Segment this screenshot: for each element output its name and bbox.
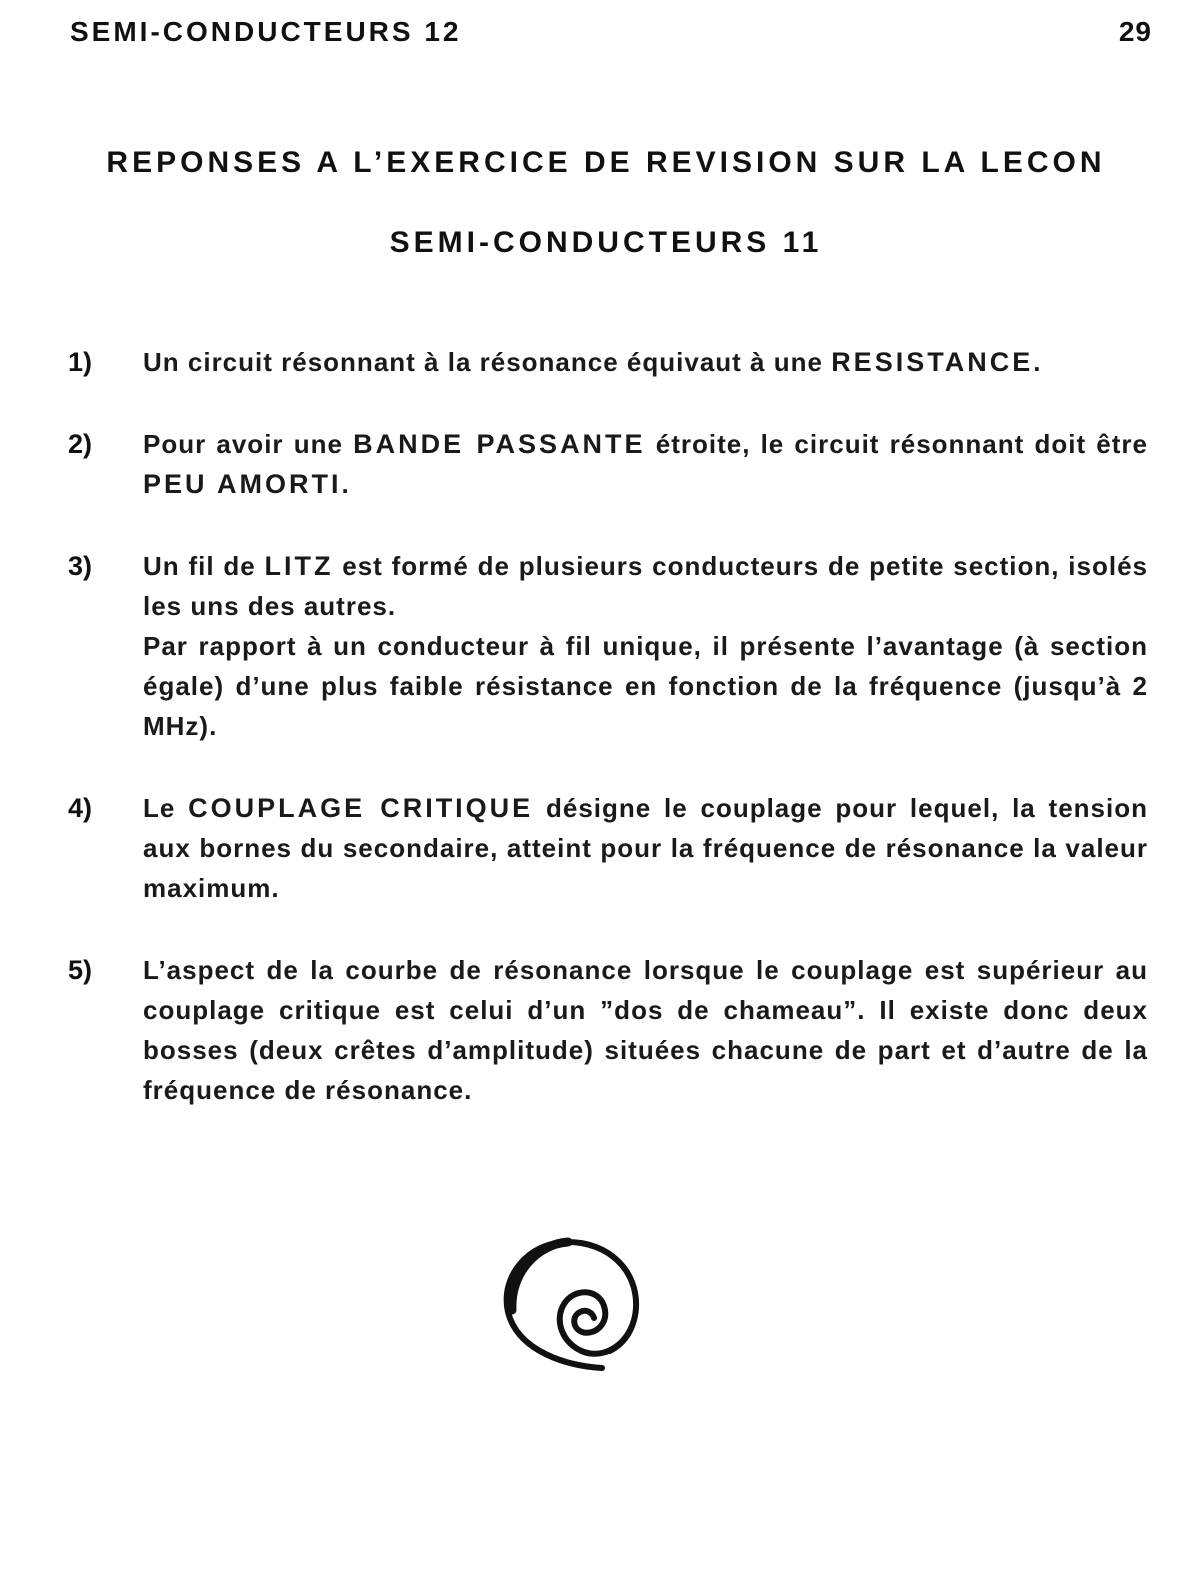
spiral-ornament-icon <box>498 1232 648 1374</box>
answer-3 <box>68 546 1148 746</box>
answer-keyword: RESISTANCE <box>831 347 1034 377</box>
answer-paragraph: L’aspect de la courbe de résonance lorsque le couplage est supérieur au couplage critique est celui d’un ”dos de chameau”. Il existe donc deux bosses (deux crêtes d’amplitude) situées chacune de part et d’autre de la fréquence de résonance. <box>143 955 1148 1105</box>
answer-text-part: . <box>341 469 350 499</box>
answer-number: 4) <box>68 793 93 823</box>
answer-keyword: LITZ <box>264 551 334 581</box>
answer-number: 1) <box>68 347 93 377</box>
answer-number: 3) <box>68 551 93 581</box>
answer-text <box>143 424 1148 504</box>
answer-text-part: est formé de plusieurs conducteurs de petite section, isolés les uns des autres. <box>143 551 1148 621</box>
running-header: SEMI-CONDUCTEURS 12 <box>70 16 462 47</box>
answer-5 <box>68 950 1148 1110</box>
answer-text-part: Pour avoir une <box>143 429 354 459</box>
answer-text-part: Le <box>143 793 189 823</box>
answer-number: 5) <box>68 955 93 985</box>
answer-text <box>143 788 1148 908</box>
page-title: REPONSES A L’EXERCICE DE REVISION SUR LA LECON <box>106 146 1106 179</box>
answer-paragraph: Par rapport à un conducteur à fil unique, il présente l’avantage (à section égale) d’une plus faible résistance en fonction de la fréquence (jusqu’à 2 MHz). <box>143 631 1148 741</box>
answer-1 <box>68 342 1148 382</box>
answer-text-part: étroite, le circuit résonnant doit être <box>645 429 1148 459</box>
answer-keyword: BANDE PASSANTE <box>353 429 646 459</box>
answer-text-part: désigne le couplage pour lequel, la tension aux bornes du secondaire, atteint pour la fréquence de résonance la valeur maximum. <box>143 793 1148 903</box>
answer-text <box>143 546 1148 746</box>
answer-2 <box>68 424 1148 504</box>
answer-text-part: Un circuit résonnant à la résonance équivaut à une <box>143 347 832 377</box>
answers-list <box>68 342 1148 1152</box>
answer-text <box>143 342 1148 382</box>
answer-text-part: Un fil de <box>143 551 265 581</box>
answer-text-part: . <box>1033 347 1042 377</box>
page-subtitle: SEMI-CONDUCTEURS 11 <box>389 226 823 259</box>
answer-4 <box>68 788 1148 908</box>
answer-keyword: COUPLAGE CRITIQUE <box>188 793 534 823</box>
answer-number: 2) <box>68 429 93 459</box>
page-number: 29 <box>1118 16 1152 47</box>
answer-keyword: PEU AMORTI <box>143 469 342 499</box>
answer-text <box>143 950 1148 1110</box>
